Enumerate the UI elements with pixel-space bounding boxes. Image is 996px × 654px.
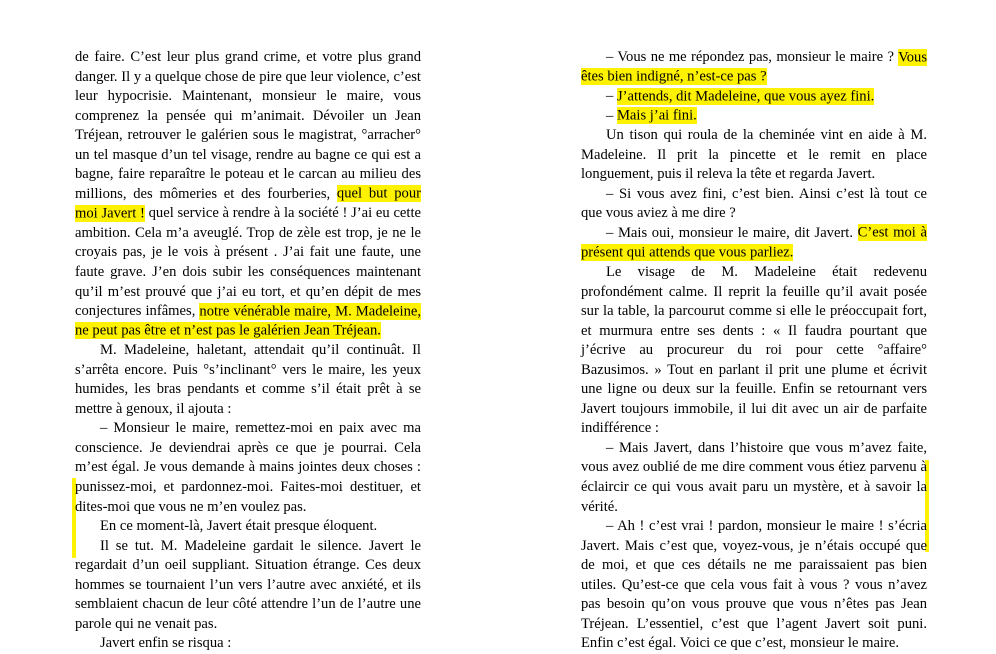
body-text: M. Madeleine, haletant, attendait qu’il continuât. Il s’arrêta encore. Puis °s’inclinant° vers le maire, les yeux humides, les bras pendants et comme s’il était prêt à se mettre à genoux, il ajouta :	[75, 342, 421, 417]
right-text-column	[581, 48, 927, 654]
body-text: En ce moment-là, Javert était presque éloquent.	[100, 518, 378, 535]
paragraph	[75, 634, 421, 654]
paragraph	[581, 107, 927, 127]
paragraph	[581, 224, 927, 263]
body-text: – Ah ! c’est vrai ! pardon, monsieur le maire ! s’écria Javert. Mais c’est que, voyez-vous, je n’étais occupé que de moi, et que ces détails ne me paraissaient pas bien utiles. Qu’est-ce que cela vous fait à vous ? vous n’avez pas besoin qu’on vous prouve que vous n’êtes pas Jean Tréjean. L’essentiel, c’est que l’agent Javert soit puni. Enfin c’est égal. Voici ce que c’est, monsieur le maire.	[581, 518, 927, 652]
paragraph	[581, 185, 927, 224]
highlighted-text: Vous êtes bien indigné, n’est-ce pas ?	[581, 49, 927, 85]
body-text: Un tison qui roula de la cheminée vint en aide à M. Madeleine. Il prit la pincette et le remit en place longuement, puis il releva la tête et regarda Javert.	[581, 127, 927, 183]
paragraph	[75, 419, 421, 517]
body-text: –	[606, 107, 617, 124]
body-text: – Si vous avez fini, c’est bien. Ainsi c’est là tout ce que vous aviez à me dire ?	[581, 185, 927, 222]
left-text-column	[75, 48, 421, 654]
body-text: Le visage de M. Madeleine était redevenu profondément calme. Il reprit la feuille qu’il avait posée sur la table, la parcourut comme si elle le préoccupait fort, et murmura entre ses dents : « Il faudra pourtant que j’écrive au procureur du roi pour cette °affaire° Bazusimos. » Tout en parlant il prit une plume et écrivit une ligne ou deux sur la feuille. Enfin se retournant vers Javert toujours immobile, il lui dit avec un air de parfaite indifférence :	[581, 264, 927, 437]
highlighted-text: C’est moi à présent qui attends que vous parliez.	[581, 224, 927, 261]
body-text: – Mais oui, monsieur le maire, dit Javert.	[606, 224, 858, 241]
paragraph	[581, 439, 927, 517]
paragraph	[581, 263, 927, 439]
body-text: –	[606, 88, 617, 105]
body-text: – Vous ne me répondez pas, monsieur le maire ?	[606, 49, 899, 65]
paragraph	[75, 517, 421, 537]
paragraph	[75, 341, 421, 419]
body-text: Il se tut. M. Madeleine gardait le silence. Javert le regardait d’un oeil suppliant. Situation étrange. Ces deux hommes se tournaient l’un vers l’autre avec anxiété, et ils semblaient chacun de leur côté attendre l’un de l’autre une parole qui ne venait pas.	[75, 537, 421, 632]
paragraph	[75, 537, 421, 635]
body-text: Javert enfin se risqua :	[100, 635, 232, 652]
paragraph	[75, 48, 421, 341]
highlighted-text: Mais j’ai fini.	[616, 107, 697, 124]
paragraph	[581, 126, 927, 185]
paragraph	[581, 87, 927, 107]
body-text: de faire. C’est leur plus grand crime, et votre plus grand danger. Il y a quelque chose de pire que leur violence, c’est leur hypocrisie. Maintenant, monsieur le maire, vous comprenez la pensée qui m’animait. Dévoiler un Jean Tréjean, retrouver le galérien sous le magistrat, °arracher° un tel masque d’un tel visage, rendre au bagne ce qui est a bagne, faire reparaître le poteau et le carcan au milieu des millions, des mômeries et des fourberies,	[75, 49, 421, 202]
highlighted-text: notre vénérable maire, M. Madeleine, ne peut pas être et n’est pas le galérien Jean Tréjean.	[75, 303, 421, 339]
body-text: – Monsieur le maire, remettez-moi en paix avec ma conscience. Je deviendrai après ce que je pourrai. Cela m’est égal. Je vous demande à mains jointes deux choses : punissez-moi, et pardonnez-moi. Faites-moi destituer, et dites-moi que vous ne m’en voulez pas.	[75, 420, 421, 515]
body-text: quel service à rendre à la société ! J’ai eu cette ambition. Cela m’a aveuglé. Trop de zèle est trop, je ne le croyais pas, je le vois à présent . J’ai fait une faute, une faute grave. J’en dois subir les conséquences maintenant qu’il m’est prouvé que j’ai eu tort, et qu’en dépit de mes conjectures infâmes,	[75, 205, 421, 320]
two-column-text-body	[0, 48, 996, 654]
body-text: – Mais Javert, dans l’histoire que vous m’avez faite, vous avez oublié de me dire comment vous étiez parvenu à éclaircir ce qui vous avait paru un mystère, et à savoir la vérité.	[581, 439, 927, 515]
paragraph	[581, 48, 927, 87]
highlighted-text: quel but pour moi Javert !	[75, 185, 421, 222]
paragraph	[581, 517, 927, 654]
highlighted-text: J’attends, dit Madeleine, que vous ayez fini.	[616, 88, 875, 105]
